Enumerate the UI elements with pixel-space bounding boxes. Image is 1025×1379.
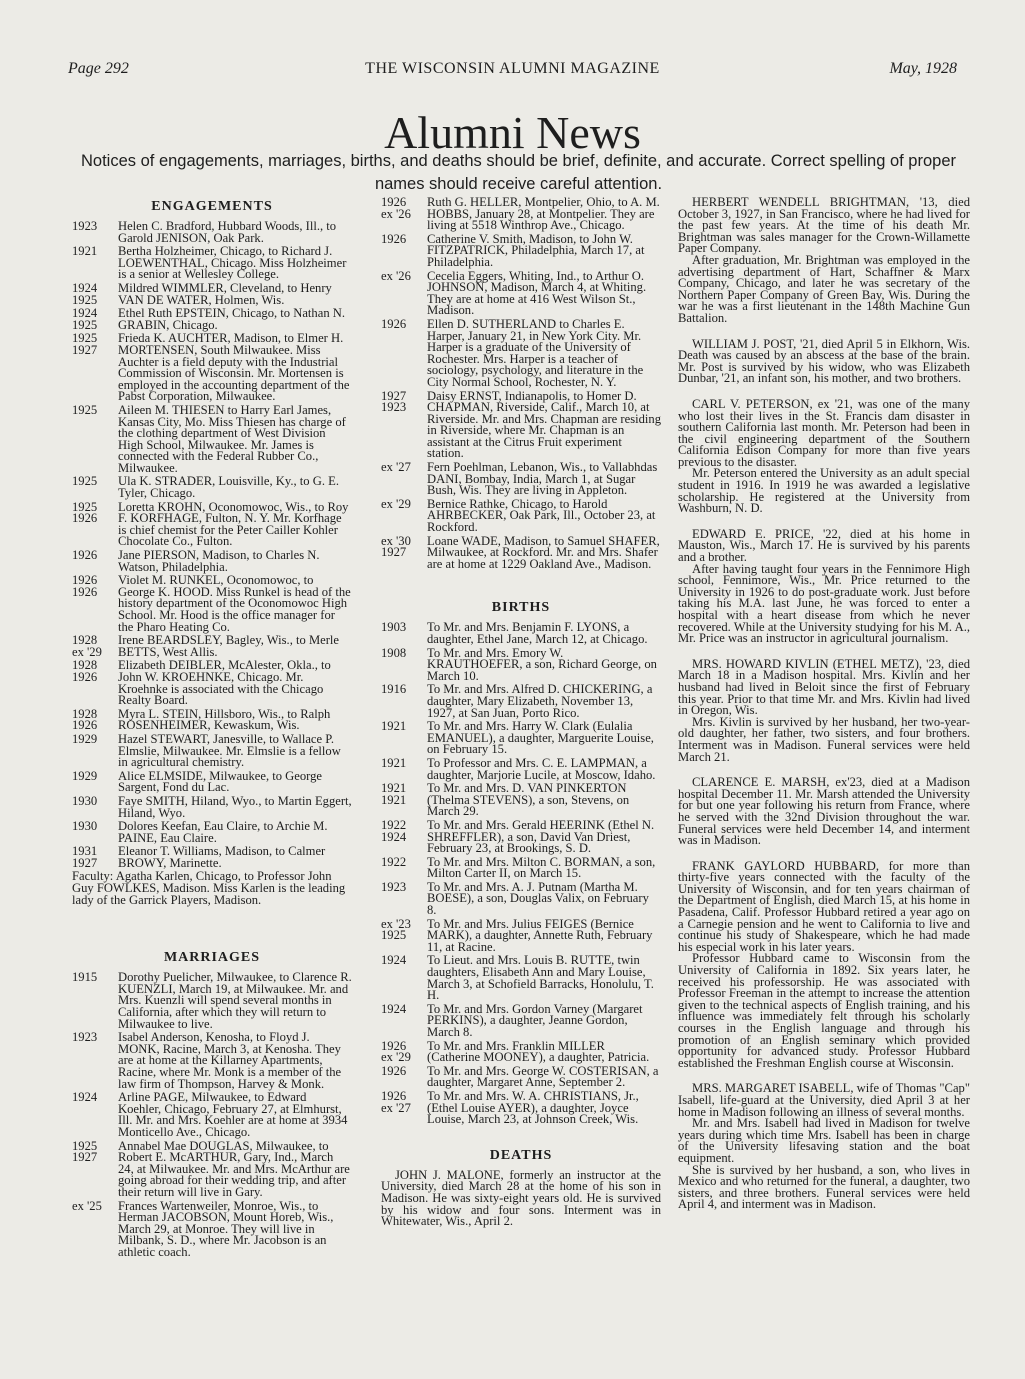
marriages-list bbox=[72, 972, 352, 1258]
notice-entry bbox=[72, 246, 352, 281]
intro-notice: Notices of engagements, marriages, births, and deaths should be brief, definite, and accurate. Correct spelling of proper names should receive careful attention. bbox=[81, 152, 956, 193]
obituary-paragraph-continued: Professor Hubbard came to Wisconsin from the University of California in 1892. Six years later, he received his professorship. He was associated with Professor Freeman in the attempt to increase the attention given to the technical aspects of English training, and his influence was immediately felt through his scholarly courses in the English language and through his promotion of an English seminary which provided opportunity for advanced study. Professor Hubbard established the Freshman English course at Wisconsin. bbox=[678, 951, 970, 1070]
marriages-list-continued bbox=[381, 197, 661, 570]
notice-entry bbox=[381, 879, 661, 918]
notice-entry bbox=[72, 660, 352, 706]
obituary-paragraph: HERBERT WENDELL BRIGHTMAN, '13, died October 3, 1927, in San Francisco, where he had lived for the past few years. At the time of his death Mr. Brightman was sales manager for the Crown-Willamette Paper Company. bbox=[678, 195, 970, 256]
births-heading: BIRTHS bbox=[491, 600, 551, 616]
notice-entry bbox=[381, 645, 661, 683]
notice-text: Violet M. RUNKEL, Oconomowoc, to George K. HOOD. Miss Runkel is head of the history department of the Oconomowoc High School. Mr. Hood is the office manager for the Pharo Heating Co. bbox=[118, 573, 351, 634]
notice-entry bbox=[72, 333, 352, 403]
notice-text: Elizabeth DEIBLER, McAlester, Okla., to John W. KROEHNKE, Chicago. Mr. Kroehnke is associated with the Chicago Realty Board. bbox=[118, 658, 331, 708]
column-1 bbox=[72, 199, 352, 1261]
class-year: 1929 bbox=[72, 731, 98, 746]
class-year: 1929 bbox=[72, 768, 98, 783]
notice-text: Aileen M. THIESEN to Harry Earl James, Kansas City, Mo. Miss Thiesen has charge of the clothing department of West Division High School, Milwaukee. Mr. James is connected with the Federal Rubber Co., Milwaukee. bbox=[118, 402, 346, 475]
notice-text: To Mr. and Mrs. Milton C. BORMAN, a son, Milton Carter II, on March 15. bbox=[427, 854, 656, 881]
notice-entry bbox=[381, 817, 661, 856]
engagements-list bbox=[72, 221, 352, 869]
running-head bbox=[68, 60, 957, 86]
notice-text: Helen C. Bradford, Hubbard Woods, Ill., to Garold JENISON, Oak Park. bbox=[118, 219, 337, 245]
notice-text: To Professor and Mrs. C. E. LAMPMAN, a daughter, Marjorie Lucile, at Moscow, Idaho. bbox=[427, 755, 656, 782]
obituary-paragraph: WILLIAM J. POST, '21, died April 5 in Elkhorn, Wis. Death was caused by an abscess at the base of the brain. Mr. Post is survived by his widow, who was Elizabeth Dunbar, '21, an infant son, his mother, and two brothers. bbox=[678, 336, 970, 386]
notice-entry bbox=[72, 280, 352, 307]
class-year: 1922 bbox=[381, 854, 407, 869]
notice-entry bbox=[381, 1038, 661, 1065]
obituary-paragraph: EDWARD E. PRICE, '22, died at his home in Mauston, Wis., March 17. He is survived by his parents and a brother. bbox=[678, 526, 970, 565]
notice-text: Ellen D. SUTHERLAND to Charles E. Harper, January 21, in New York City. Mr. Harper is a graduate of the University of Rochester. Mrs. Harper is a teacher of sociology, psychology, and literature in the City Normal School, Rochester, N. Y. bbox=[427, 316, 644, 389]
notice-text: Arline PAGE, Milwaukee, to Edward Koehler, Chicago, February 27, at Elmhurst, Ill. Mr. and Mrs. Koehler are at home at 3934 Monticello Ave., Chicago. bbox=[118, 1090, 348, 1139]
notice-entry bbox=[381, 955, 661, 1001]
notice-text: To Mr. and Mrs. A. J. Putnam (Martha M. BOESE), a son, Douglas Valix, on February 8. bbox=[427, 879, 649, 918]
notice-text: Eleanor T. Williams, Madison, to Calmer BROWY, Marinette. bbox=[118, 844, 326, 870]
notice-text: To Mr. and Mrs. Gordon Varney (Margaret PERKINS), a daughter, Jeanne Gordon, March 8. bbox=[427, 1001, 643, 1039]
notice-text: To Mr. and Mrs. Franklin MILLER (Catherine MOONEY), a daughter, Patricia. bbox=[427, 1038, 650, 1065]
obituary-paragraph: CARL V. PETERSON, ex '21, was one of the many who lost their lives in the St. Francis dam disaster in southern California last month. Mr. Peterson had been in the civil engineering department of the Southern California Edison Company for more than five years previous to the disaster. bbox=[678, 396, 970, 469]
magazine-title: THE WISCONSIN ALUMNI MAGAZINE bbox=[365, 60, 660, 77]
obituary-paragraph-continued: Mrs. Kivlin is survived by her husband, her two-year-old daughter, her father, two sisters, and four brothers. Interment was in Madison. Funeral services were held March 21. bbox=[678, 714, 970, 764]
notice-entry bbox=[381, 916, 661, 954]
obituary-paragraph: MRS. HOWARD KIVLIN (ETHEL METZ), '23, died March 18 in a Madison hospital. Mrs. Kivlin and her husband had lived in Beloit since the first of February this year. Prior to that time Mr. and Mrs. Kivlin had lived in Oregon, Wis. bbox=[678, 656, 970, 718]
notice-text: Fern Poehlman, Lebanon, Wis., to Vallabhdas DANI, Bombay, India, March 1, at Sugar Bush, Wis. They are living in Appleton. bbox=[427, 460, 658, 498]
notice-text: Mildred WIMMLER, Cleveland, to Henry VAN DE WATER, Holmen, Wis. bbox=[118, 280, 332, 307]
notice-entry bbox=[381, 1063, 661, 1090]
notice-text: Annabel Mae DOUGLAS, Milwaukee, to Robert E. McARTHUR, Gary, Ind., March 24, at Milwaukee. Mr. and Mrs. McArthur are going abroad for their wedding trip, and after their return will live in Gary. bbox=[118, 1138, 350, 1199]
notice-text: Frances Wartenweiler, Monroe, Wis., to Herman JACOBSON, Mount Horeb, Wis., March 29, at Monroe. They will live in Milbank, S. D., where Mr. Jacobson is an athletic coach. bbox=[118, 1198, 334, 1259]
class-year: 1922 1924 bbox=[381, 817, 407, 844]
class-year: 1923 bbox=[381, 879, 407, 894]
class-year: 1924 bbox=[72, 1090, 98, 1105]
notice-text: To Mr. and Mrs. Harry W. Clark (Eulalia EMANUEL), a daughter, Marguerite Louise, on February 15. bbox=[427, 719, 654, 757]
class-year: 1924 1925 bbox=[72, 280, 98, 307]
class-year: ex '25 bbox=[72, 1198, 102, 1213]
class-year: ex '23 1925 bbox=[381, 916, 411, 943]
faculty-engagement: Faculty: Agatha Karlen, Chicago, to Professor John Guy FOWLKES, Madison. Miss Karlen is the leading lady of the Garrick Players, Madison. bbox=[72, 869, 346, 907]
notice-entry bbox=[381, 783, 661, 818]
class-year: 1921 bbox=[381, 719, 407, 734]
notice-entry bbox=[72, 1092, 352, 1138]
notice-entry bbox=[72, 972, 352, 1030]
notice-entry bbox=[381, 1088, 661, 1127]
notice-entry bbox=[381, 388, 661, 461]
notice-entry bbox=[72, 846, 352, 869]
notice-text: Hazel STEWART, Janesville, to Wallace P. Elmslie, Milwaukee. Mr. Elmslie is a fellow in agricultural chemistry. bbox=[118, 731, 341, 770]
notice-entry bbox=[381, 684, 661, 719]
notice-entry bbox=[381, 1001, 661, 1039]
class-year: 1903 bbox=[381, 620, 407, 635]
class-year: 1916 bbox=[381, 682, 407, 697]
issue-date: May, 1928 bbox=[889, 60, 957, 77]
class-year: 1924 1925 bbox=[72, 306, 98, 332]
notice-text: Bertha Holzheimer, Chicago, to Richard J. LOEWENTHAL, Chicago. Miss Holzheimer is a senior at Wellesley College. bbox=[118, 244, 347, 282]
notice-text: Dolores Keefan, Eau Claire, to Archie M. PAINE, Eau Claire. bbox=[118, 819, 328, 845]
class-year: 1928 1926 bbox=[72, 706, 98, 733]
class-year: 1925 1926 bbox=[72, 499, 98, 526]
class-year: 1924 bbox=[381, 1001, 407, 1016]
class-year: 1926 ex '26 bbox=[381, 195, 411, 221]
class-year: 1926 bbox=[381, 231, 407, 246]
notice-text: Frieda K. AUCHTER, Madison, to Elmer H. MORTENSEN, South Milwaukee. Miss Auchter is a field deputy with the Industrial Commission of Wisconsin. Mr. Mortensen is employed in the accounting department of the Pabst Corporation, Milwaukee. bbox=[118, 331, 350, 404]
column-2 bbox=[381, 197, 661, 1228]
class-year: 1923 bbox=[72, 1030, 98, 1045]
obituary-paragraph-continued: She is survived by her husband, a son, who lives in Mexico and who returned for the funeral, a daughter, two sisters, and three brothers. Funeral services were held April 4, and interment was in Madison. bbox=[678, 1162, 970, 1212]
notice-entry bbox=[72, 768, 352, 795]
column-3 bbox=[678, 197, 970, 1211]
notice-text: Jane PIERSON, Madison, to Charles N. Watson, Philadelphia. bbox=[118, 548, 320, 574]
notice-entry bbox=[72, 706, 352, 733]
class-year: 1924 bbox=[381, 953, 407, 968]
notice-text: To Mr. and Mrs. Julius FEIGES (Bernice MARK), a daughter, Annette Ruth, February 11, at Racine. bbox=[427, 916, 653, 954]
obituary-paragraph: CLARENCE E. MARSH, ex'23, died at a Madison hospital December 11. Mr. Marsh attended the University for but one year following his return from France, where he served with the 32nd Division throughout the war. Funeral services were held December 14, and interment was in Madison. bbox=[678, 775, 970, 848]
class-year: 1931 1927 bbox=[72, 844, 98, 870]
class-year: ex '27 bbox=[381, 460, 411, 475]
class-year: 1908 bbox=[381, 645, 407, 660]
page-title: Alumni News bbox=[384, 107, 641, 158]
notice-text: Cecelia Eggers, Whiting, Ind., to Arthur O. JOHNSON, Madison, March 4, at Whiting. They are at home at 416 West Wilson St., Madison. bbox=[427, 268, 647, 318]
class-year: ex '26 bbox=[381, 268, 411, 283]
notice-text: Isabel Anderson, Kenosha, to Floyd J. MONK, Racine, March 3, at Kenosha. They are at home at the Killarney Apartments, Racine, where Mr. Monk is a member of the law firm of Thompson, Harvey & Monk. bbox=[118, 1030, 342, 1091]
class-year: 1926 bbox=[381, 316, 407, 331]
class-year: 1930 bbox=[72, 819, 98, 834]
notice-text: Myra L. STEIN, Hillsboro, Wis., to Ralph ROSENHEIMER, Kewaskum, Wis. bbox=[118, 706, 331, 733]
notice-entry bbox=[381, 496, 661, 535]
deaths-heading: DEATHS bbox=[489, 1147, 553, 1163]
notice-text: To Mr. and Mrs. Gerald HEERINK (Ethel N. SHREFFLER), a son, David Van Driest, February 23, at Brookings, S. D. bbox=[427, 817, 655, 856]
notice-entry bbox=[381, 197, 661, 232]
notice-text: Ula K. STRADER, Louisville, Ky., to G. E. Tyler, Chicago. bbox=[118, 474, 339, 501]
notice-text: Loane WADE, Madison, to Samuel SHAFER, Milwaukee, at Rockford. Mr. and Mrs. Shafer are at home at 1229 Oakland Ave., Madison. bbox=[427, 533, 660, 571]
notice-entry bbox=[72, 221, 352, 244]
obituary-paragraph-continued: After graduation, Mr. Brightman was employed in the advertising department of Hart, Schaffner & Marx Company, Chicago, and later he was secretary of the Northern Paper Company of Green Bay, Wis. During the war he was a first lieutenant in the 148th Machine Gun Battalion. bbox=[678, 252, 970, 325]
class-year: ex '29 bbox=[381, 496, 411, 511]
deaths-list bbox=[381, 1167, 661, 1229]
obituary-paragraph: JOHN J. MALONE, formerly an instructor at the University, died March 28 at the home of his son in Madison. He was sixty-eight years old. He is survived by his widow and four sons. Interment was in Whitewater, Wis., April 2. bbox=[381, 1167, 661, 1229]
deaths-list-continued bbox=[678, 197, 970, 1211]
obituary-paragraph-continued: Mr. and Mrs. Isabell had lived in Madison for twelve years during which time Mrs. Isabell has been in charge of the University lifesaving station and the boat equipment. bbox=[678, 1116, 970, 1165]
class-year: 1928 1926 bbox=[72, 658, 98, 684]
obituary-paragraph-continued: After having taught four years in the Fennimore High school, Fennimore, Wis., Mr. Price returned to the University in 1926 to do post-graduate work. Just before taking his M.A. last June, he was forced to enter a hospital with a heart disease from which he never recovered. While at the University studying for his M. A., Mr. Price was an instructor in agricultural journalism. bbox=[678, 561, 970, 646]
notice-entry bbox=[72, 550, 352, 573]
notice-entry bbox=[72, 821, 352, 844]
engagements-heading: ENGAGEMENTS bbox=[151, 199, 273, 214]
notice-text: Loretta KROHN, Oconomowoc, Wis., to Roy F. KORFHAGE, Fulton, N. Y. Mr. Korfhage is chief chemist for the Peter Cailler Kohler Chocolate Co., Fulton. bbox=[118, 499, 349, 549]
notice-entry bbox=[72, 476, 352, 499]
class-year: 1921 bbox=[72, 244, 98, 259]
notice-entry bbox=[381, 231, 661, 269]
notice-entry bbox=[72, 575, 352, 633]
notice-entry bbox=[72, 1032, 352, 1090]
notice-text: Faye SMITH, Hiland, Wyo., to Martin Eggert, Hiland, Wyo. bbox=[118, 793, 352, 820]
notice-text: Daisy ERNST, Indianapolis, to Homer D. CHAPMAN, Riverside, Calif., March 10, at Riverside. Mr. and Mrs. Chapman are residing in Riverside, where Mr. Chapman is an assistant at the Citrus Fruit experiment station. bbox=[427, 388, 661, 461]
notice-text: Bernice Rathke, Chicago, to Harold AHRBECKER, Oak Park, Ill., October 23, at Rockford. bbox=[427, 496, 656, 535]
notice-entry bbox=[381, 462, 661, 497]
notice-entry bbox=[381, 533, 661, 571]
notice-text: Ethel Ruth EPSTEIN, Chicago, to Nathan N. GRABIN, Chicago. bbox=[118, 306, 346, 332]
notice-text: To Mr. and Mrs. D. VAN PINKERTON (Thelma STEVENS), a son, Stevens, on March 29. bbox=[427, 781, 630, 819]
notice-entry bbox=[381, 721, 661, 756]
class-year: 1915 bbox=[72, 970, 98, 985]
notice-entry bbox=[72, 1138, 352, 1199]
notice-entry bbox=[72, 499, 352, 549]
class-year: 1923 bbox=[72, 219, 98, 233]
notice-entry bbox=[381, 316, 661, 389]
notice-entry bbox=[381, 268, 661, 318]
notice-entry bbox=[72, 635, 352, 658]
class-year: 1926 bbox=[381, 1063, 407, 1078]
notice-entry bbox=[72, 1198, 352, 1259]
notice-entry bbox=[72, 308, 352, 331]
class-year: ex '30 1927 bbox=[381, 533, 411, 560]
class-year: 1925 bbox=[72, 474, 98, 489]
notice-text: Alice ELMSIDE, Milwaukee, to George Sargent, Fond du Lac. bbox=[118, 768, 323, 795]
births-list bbox=[381, 622, 661, 1125]
obituary-paragraph: FRANK GAYLORD HUBBARD, for more than thirty-five years connected with the faculty of the University of Wisconsin, and for ten years chairman of the Department of English, died March 15, at his home in Pasadena, Calif. Professor Hubbard retired a year ago on a Carnegie pension and he went to California to live and continue his study of Shakespeare, which he had made his especial work in his later years. bbox=[678, 858, 970, 954]
class-year: 1921 bbox=[381, 755, 407, 770]
notice-text: Ruth G. HELLER, Montpelier, Ohio, to A. M. HOBBS, January 28, at Montpelier. They are living at 5518 Winthrop Ave., Chicago. bbox=[427, 195, 660, 233]
notice-entry bbox=[381, 854, 661, 881]
notice-entry bbox=[72, 402, 352, 475]
notice-text: To Mr. and Mrs. Benjamin F. LYONS, a daughter, Ethel Jane, March 12, at Chicago. bbox=[427, 620, 648, 646]
class-year: 1926 1926 bbox=[72, 573, 98, 599]
notice-entry bbox=[381, 755, 661, 782]
class-year: 1921 1921 bbox=[381, 781, 407, 807]
notice-text: Catherine V. Smith, Madison, to John W. FITZPATRICK, Philadelphia, March 17, at Philadelphia. bbox=[427, 231, 645, 269]
class-year: 1926 bbox=[72, 548, 98, 563]
class-year: 1926 ex '29 bbox=[381, 1038, 411, 1065]
notice-entry bbox=[72, 793, 352, 820]
notice-entry bbox=[381, 622, 661, 645]
notice-text: To Mr. and Mrs. Alfred D. CHICKERING, a daughter, Mary Elizabeth, November 13, 1927, at San Juan, Porto Rico. bbox=[427, 682, 653, 720]
class-year: 1930 bbox=[72, 793, 98, 808]
marriages-heading: MARRIAGES bbox=[163, 950, 261, 966]
notice-text: To Mr. and Mrs. W. A. CHRISTIANS, Jr., (Ethel Louise AYER), a daughter, Joyce Louise, March 23, at Johnson Creek, Wis. bbox=[427, 1088, 639, 1127]
class-year: 1925 bbox=[72, 402, 98, 417]
class-year: 1927 1923 bbox=[381, 388, 407, 415]
notice-entry bbox=[72, 731, 352, 770]
class-year: 1928 ex '29 bbox=[72, 633, 102, 659]
class-year: 1926 ex '27 bbox=[381, 1088, 411, 1115]
class-year: 1925 1927 bbox=[72, 331, 98, 357]
notice-text: To Lieut. and Mrs. Louis B. RUTTE, twin daughters, Elisabeth Ann and Mary Louise, March 3, at Schofield Barracks, Honolulu, T. H. bbox=[427, 953, 654, 1003]
obituary-paragraph-continued: Mr. Peterson entered the University as an adult special student in 1916. In 1919 he was awarded a legislative scholarship. He registered at the University from Washburn, N. D. bbox=[678, 466, 970, 516]
obituary-paragraph: MRS. MARGARET ISABELL, wife of Thomas "Cap" Isabell, life-guard at the University, died April 3 at her home in Madison following an illness of several months. bbox=[678, 1081, 970, 1119]
notice-text: To Mr. and Mrs. George W. COSTERISAN, a daughter, Margaret Anne, September 2. bbox=[427, 1063, 659, 1090]
notice-text: Dorothy Puelicher, Milwaukee, to Clarence R. KUENZLI, March 19, at Milwaukee. Mr. and Mrs. Kuenzli will spend several months in California, after which they will return to Milwaukee to live. bbox=[118, 970, 352, 1031]
notice-text: To Mr. and Mrs. Emory W. KRAUTHOEFER, a son, Richard George, on March 10. bbox=[427, 645, 657, 683]
class-year: 1925 1927 bbox=[72, 1138, 98, 1165]
notice-text: Irene BEARDSLEY, Bagley, Wis., to Merle BETTS, West Allis. bbox=[118, 633, 340, 659]
page-number: Page 292 bbox=[68, 60, 129, 77]
